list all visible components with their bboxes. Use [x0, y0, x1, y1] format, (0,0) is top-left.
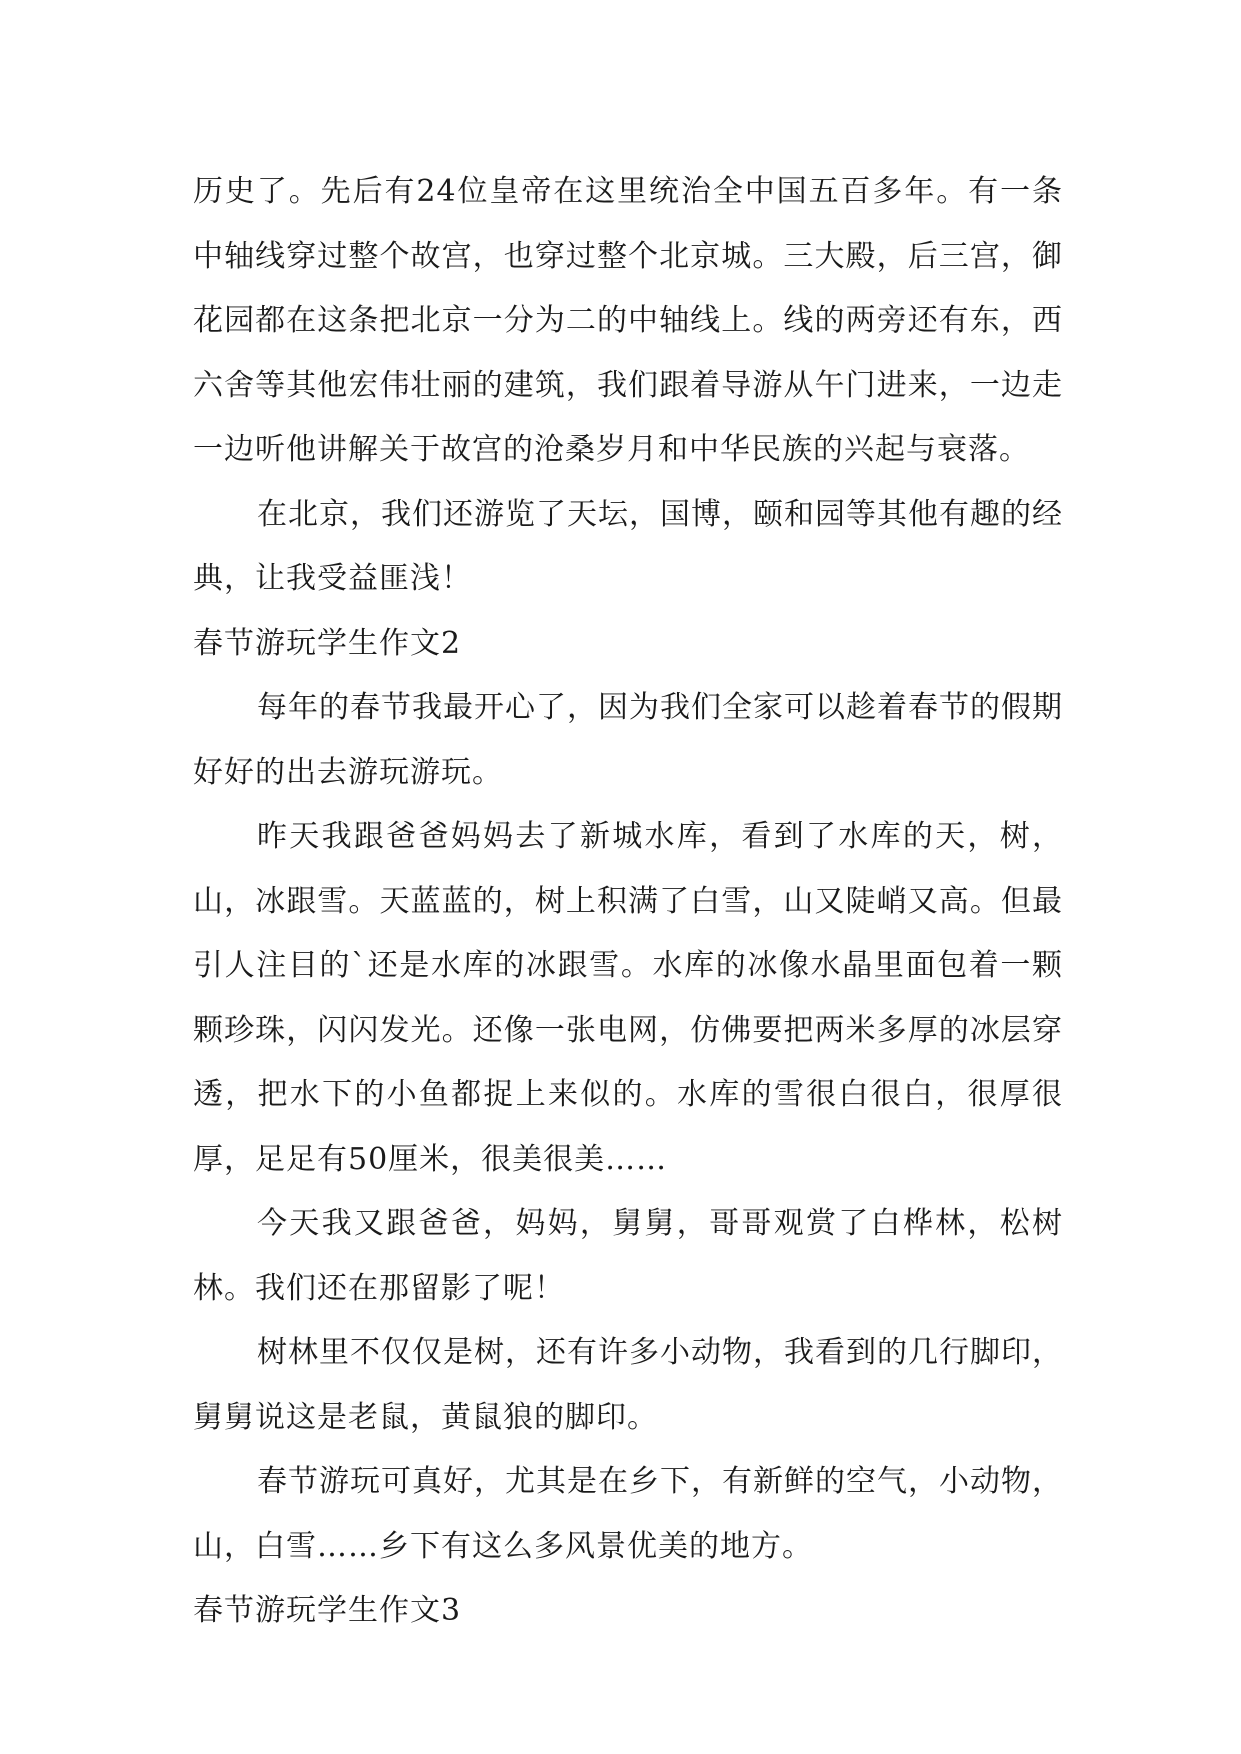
paragraph-beijing-sights: 在北京，我们还游览了天坛，国博，颐和园等其他有趣的经典，让我受益匪浅！ — [193, 496, 1063, 596]
paragraph-reservoir-visit: 昨天我跟爸爸妈妈去了新城水库，看到了水库的天，树，山，冰跟雪。天蓝蓝的，树上积满了白雪，山又陡峭又高。但最引人注目的`还是水库的冰跟雪。水库的冰像水晶里面包着一颗颗珍珠，闪闪发光。还像一张电网，仿佛要把两米多厚的冰层穿透，把水下的小鱼都捉上来似的。水库的雪很白很白，很厚很厚，足足有50厘米，很美很美…… — [193, 819, 1063, 1177]
paragraph-forest-animals: 树林里不仅仅是树，还有许多小动物，我看到的几行脚印，舅舅说这是老鼠，黄鼠狼的脚印。 — [193, 1335, 1063, 1435]
paragraph-spring-festival-intro: 每年的春节我最开心了，因为我们全家可以趁着春节的假期好好的出去游玩游玩。 — [193, 690, 1063, 790]
paragraph-countryside: 春节游玩可真好，尤其是在乡下，有新鲜的空气，小动物，山，白雪……乡下有这么多风景优美的地方。 — [193, 1464, 1063, 1564]
paragraph-birch-forest: 今天我又跟爸爸，妈妈，舅舅，哥哥观赏了白桦林，松树林。我们还在那留影了呢！ — [193, 1206, 1063, 1306]
heading-essay-3: 春节游玩学生作文3 — [193, 1593, 462, 1628]
document-body — [193, 160, 1063, 1644]
paragraph-palace-history: 历史了。先后有24位皇帝在这里统治全中国五百多年。有一条中轴线穿过整个故宫，也穿过整个北京城。三大殿，后三宫，御花园都在这条把北京一分为二的中轴线上。线的两旁还有东，西六舍等其他宏伟壮丽的建筑，我们跟着导游从午门进来，一边走一边听他讲解关于故宫的沧桑岁月和中华民族的兴起与衰落。 — [193, 174, 1063, 467]
heading-essay-2: 春节游玩学生作文2 — [193, 625, 462, 661]
